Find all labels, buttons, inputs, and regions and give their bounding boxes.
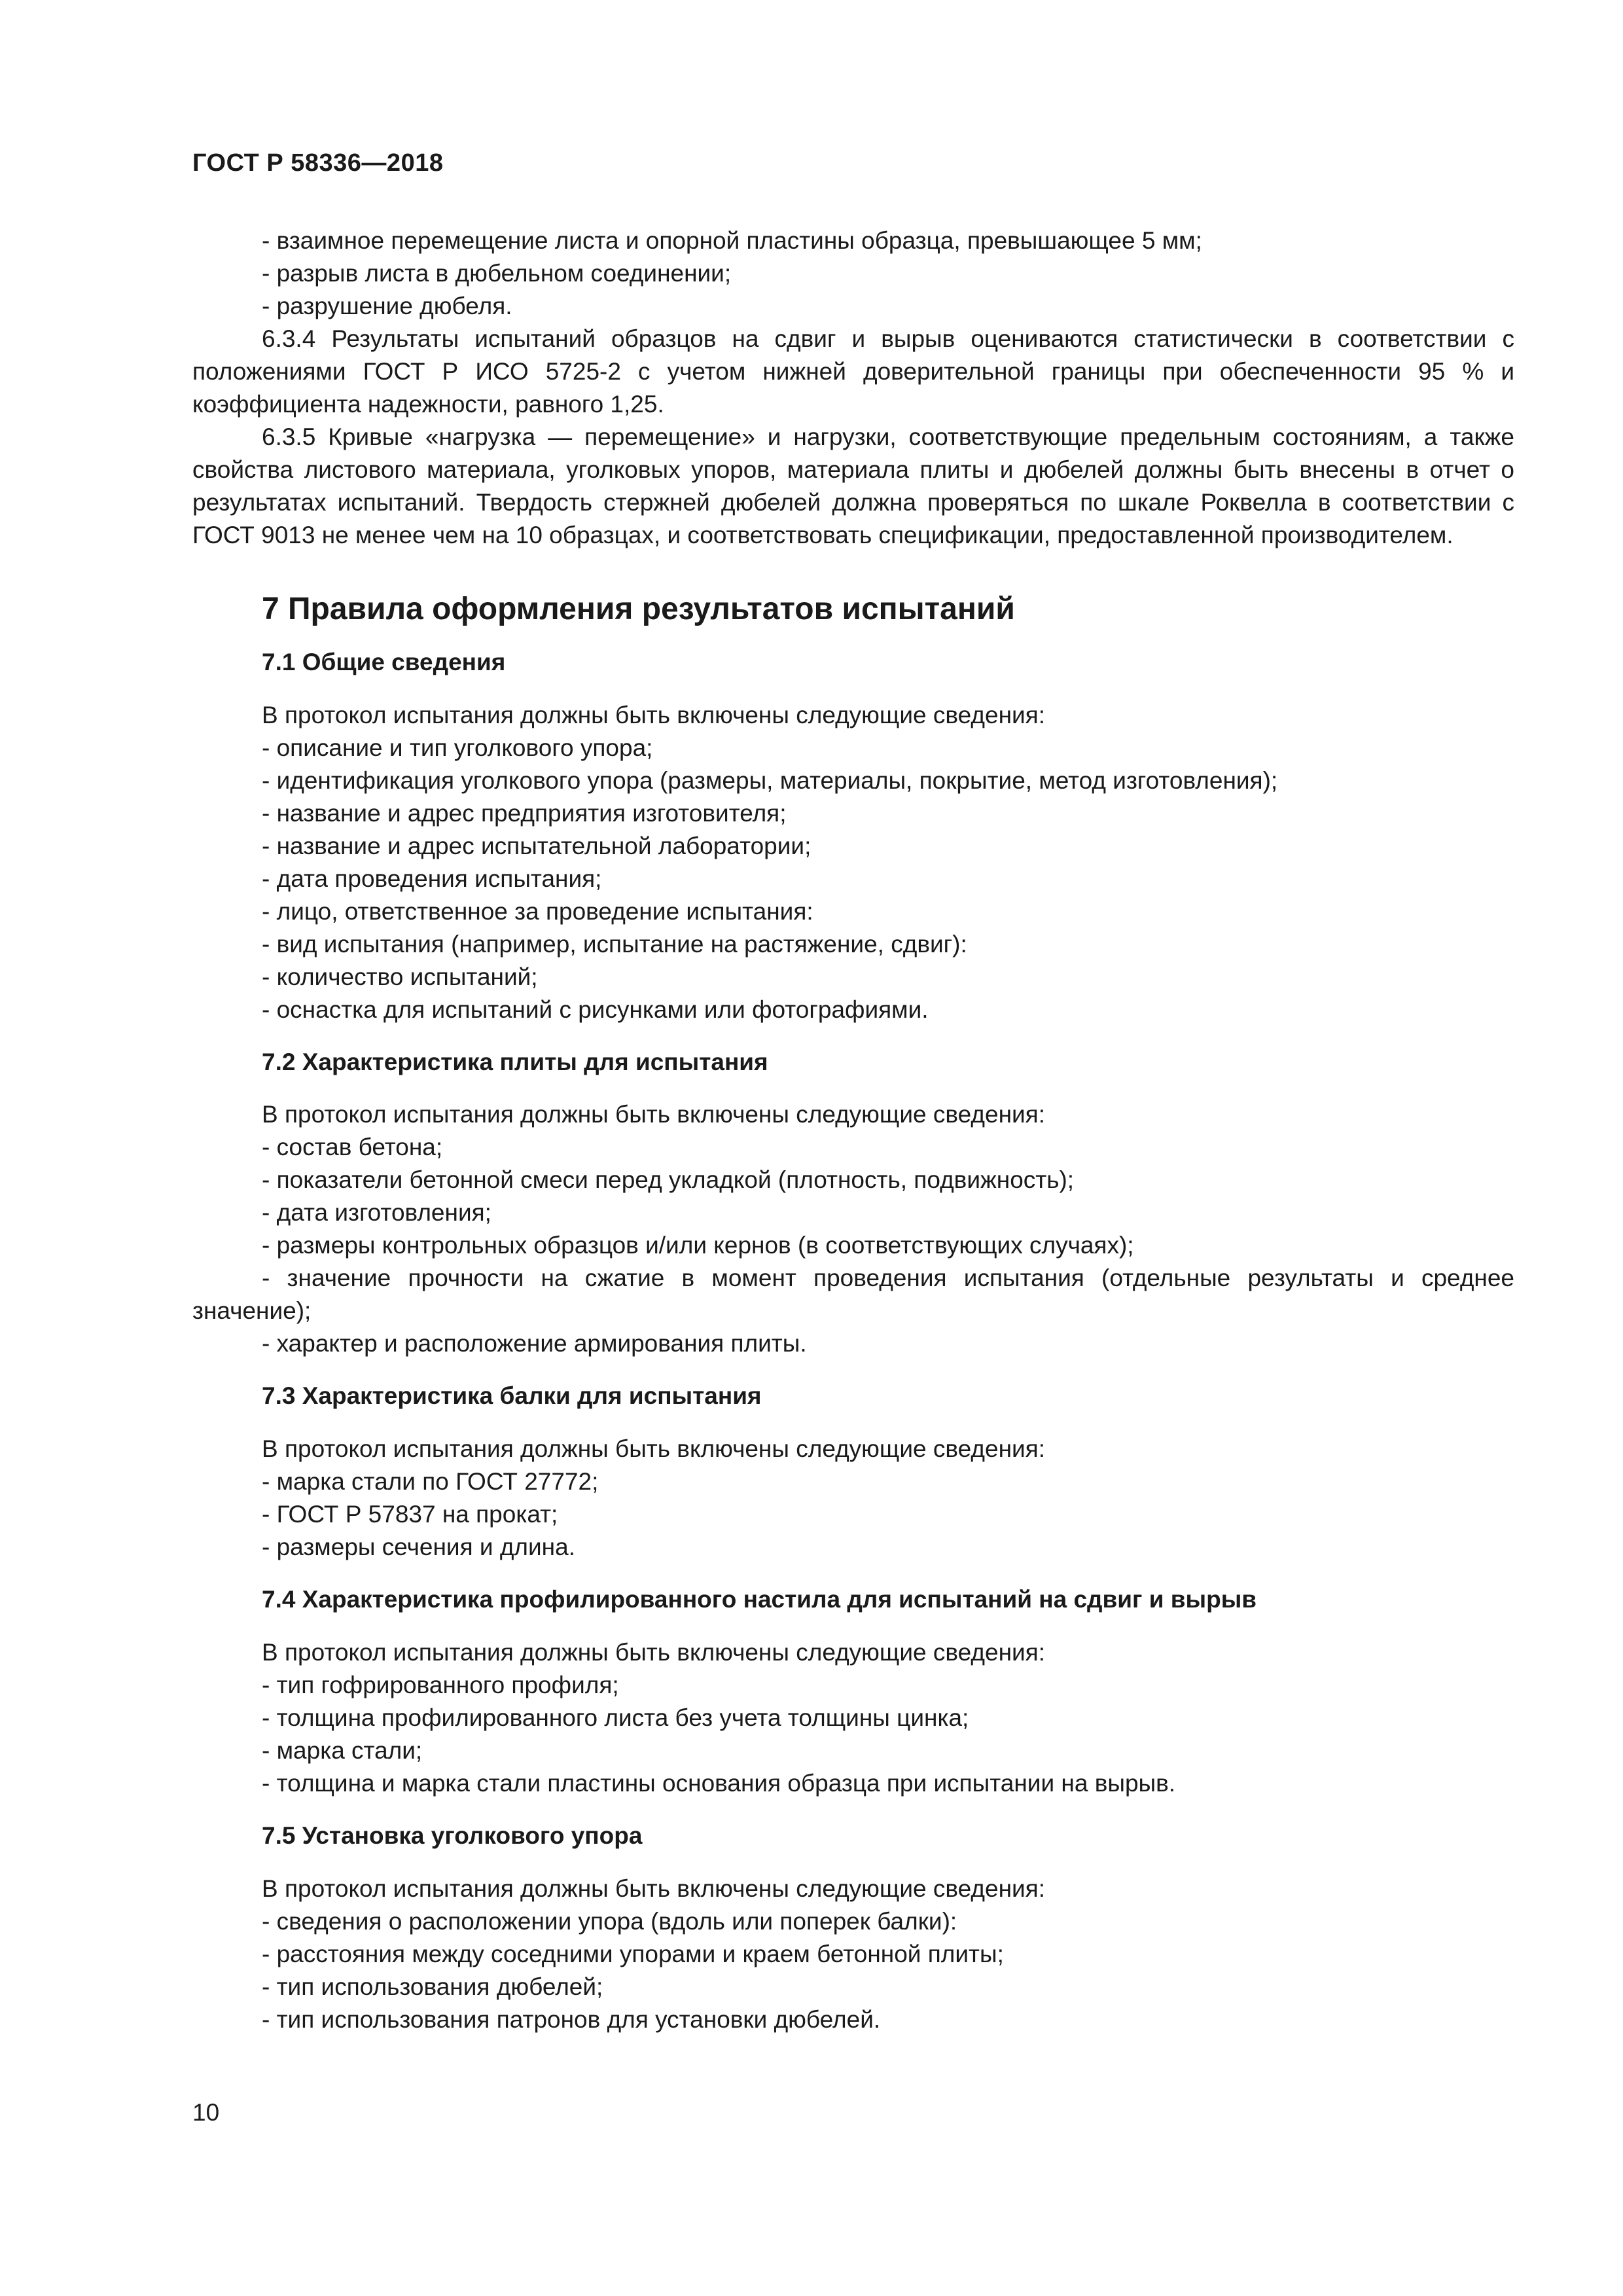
list-item: - состав бетона; [262,1134,443,1161]
list-item: - вид испытания (например, испытание на растяжение, сдвиг): [262,930,967,958]
list-item: - расстояния между соседними упорами и краем бетонной плиты; [262,1940,1004,1967]
list-item: - характер и расположение армирования плиты. [262,1330,807,1357]
subsection-7-5-title: 7.5 Установка уголкового упора [262,1821,643,1849]
list-item: - размеры контрольных образцов и/или кернов (в соответствующих случаях); [262,1232,1134,1259]
list-item: - оснастка для испытаний с рисунками или фотографиями. [262,996,929,1023]
list-item: - толщина и марка стали пластины основания образца при испытании на вырыв. [262,1769,1176,1797]
list-item: - сведения о расположении упора (вдоль или поперек балки): [262,1907,957,1935]
list-item: - толщина профилированного листа без учета толщины цинка; [262,1704,969,1731]
document-code-header: ГОСТ Р 58336—2018 [192,149,444,177]
paragraph-6-3-5: 6.3.5 Кривые «нагрузка — перемещение» и нагрузки, соответствующие предельным состояниям, а также свойства листового материала, уголковых упоров, материала плиты и дюбелей должны быть внесены в отчет о результатах испытаний. Твердость стержней дюбелей должна проверяться по шкале Роквелла в соответствии с ГОСТ 9013 не менее чем на 10 образцах, и соответствовать спецификации, предоставленной производителем. [192,423,1514,548]
subsection-lead: В протокол испытания должны быть включены следующие сведения: [262,1638,1045,1666]
list-item: - марка стали по ГОСТ 27772; [262,1468,599,1496]
list-item: - лицо, ответственное за проведение испытания: [262,897,813,925]
list-item: - название и адрес предприятия изготовителя; [262,799,787,827]
subsection-7-4-title: 7.4 Характеристика профилированного настила для испытаний на сдвиг и вырыв [262,1586,1257,1613]
subsection-lead: В протокол испытания должны быть включены следующие сведения: [262,1101,1045,1128]
subsection-7-5-list [192,1905,1514,2036]
list-item: - ГОСТ Р 57837 на прокат; [262,1501,558,1528]
subsection-7-3-title: 7.3 Характеристика балки для испытания [262,1382,762,1410]
subsection-7-3-list [192,1465,1514,1564]
list-item-wrapped: - значение прочности на сжатие в момент проведения испытания (отдельные результаты и среднее значение); [192,1265,1514,1325]
list-item: - тип гофрированного профиля; [262,1671,619,1698]
subsection-7-4-list [192,1669,1514,1800]
list-item: - показатели бетонной смеси перед укладкой (плотность, подвижность); [262,1166,1075,1194]
subsection-lead: В протокол испытания должны быть включены следующие сведения: [262,701,1045,728]
list-item: - количество испытаний; [262,963,538,990]
list-item: - взаимное перемещение листа и опорной пластины образца, превышающее 5 мм; [262,227,1202,254]
list-item: - марка стали; [262,1736,423,1764]
list-item: - идентификация уголкового упора (размеры, материалы, покрытие, метод изготовления); [262,766,1278,794]
page-content [192,224,1514,2036]
section-7-title: 7 Правила оформления результатов испытаний [262,592,1015,626]
list-item: - дата изготовления; [262,1199,491,1227]
subsection-lead: В протокол испытания должны быть включены следующие сведения: [262,1874,1045,1902]
list-item: - тип использования дюбелей; [262,1973,603,2000]
paragraph-6-3-4: 6.3.4 Результаты испытаний образцов на сдвиг и вырыв оцениваются статистически в соответствии с положениями ГОСТ Р ИСО 5725-2 с учетом нижней доверительной границы при обеспеченности 95 % и коэффициента надежности, равного 1,25. [192,325,1514,418]
list-item: - название и адрес испытательной лаборатории; [262,832,812,859]
intro-bullet-list [192,224,1514,323]
list-item: - разрыв листа в дюбельном соединении; [262,260,732,287]
page-number: 10 [192,2099,220,2126]
subsection-7-2-title: 7.2 Характеристика плиты для испытания [262,1048,768,1075]
subsection-7-1-list [192,732,1514,1026]
list-item: - разрушение дюбеля. [262,293,512,319]
subsection-7-1-title: 7.1 Общие сведения [262,649,506,675]
list-item: - тип использования патронов для установки дюбелей. [262,2005,881,2033]
list-item: - дата проведения испытания; [262,865,602,892]
list-item: - размеры сечения и длина. [262,1534,575,1561]
subsection-lead: В протокол испытания должны быть включены следующие сведения: [262,1435,1045,1463]
subsection-7-2-list [192,1131,1514,1360]
list-item: - описание и тип уголкового упора; [262,734,653,761]
